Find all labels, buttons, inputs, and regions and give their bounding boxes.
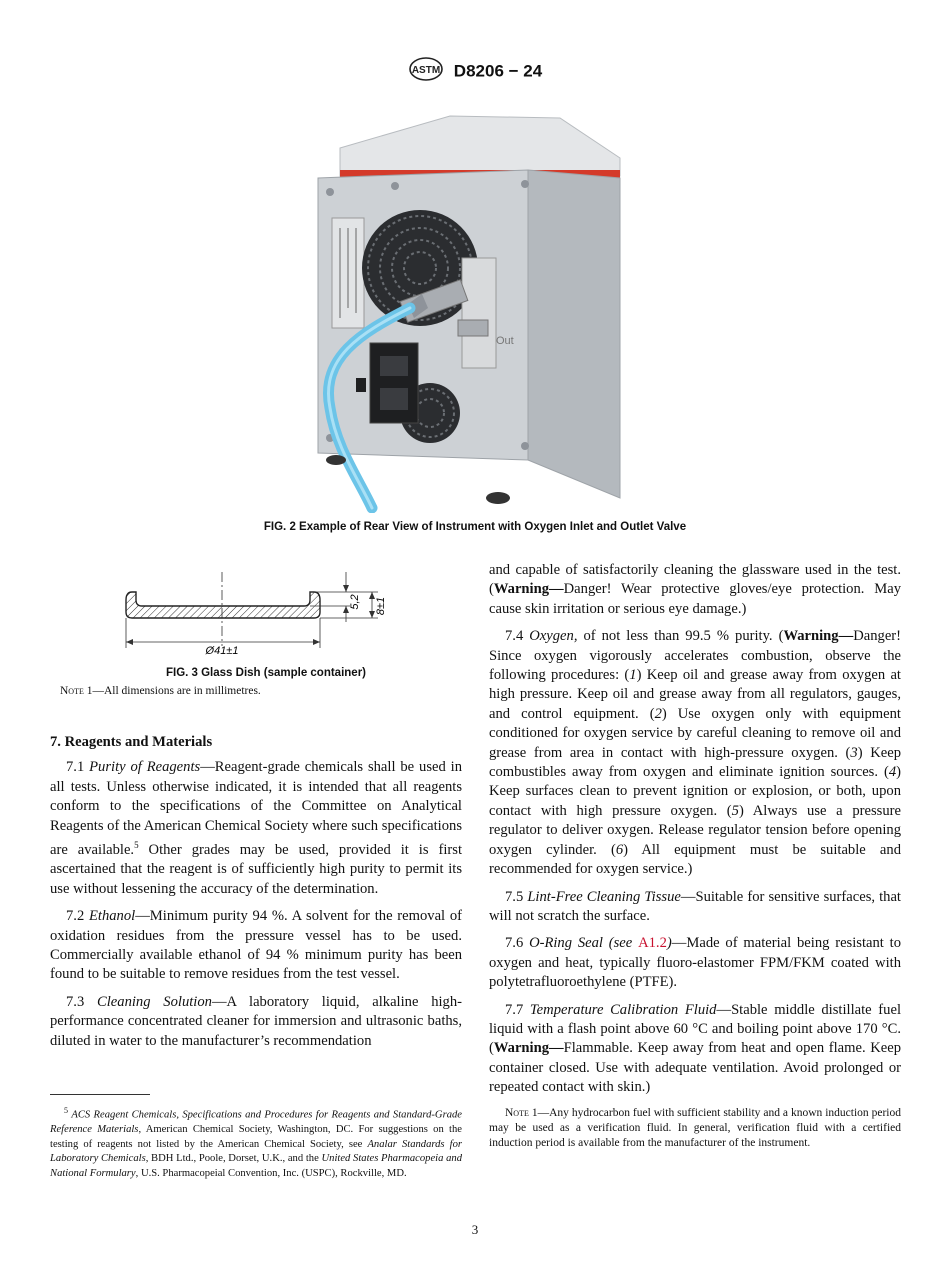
- svg-text:5,2: 5,2: [349, 594, 361, 610]
- svg-text:ASTM: ASTM: [411, 65, 440, 76]
- fig2-instrument-photo: [300, 108, 650, 513]
- left-column: [50, 733, 462, 1059]
- fig2-caption: FIG. 2 Example of Rear View of Instrument with Oxygen Inlet and Outlet Valve: [263, 521, 687, 533]
- para-7-5: 7.5 Lint-Free Cleaning Tissue—Suitable for sensitive surfaces, that will not scratch the surface.: [489, 888, 901, 924]
- astm-logo: [408, 56, 444, 87]
- note-1-verification: Note 1—Any hydrocarbon fuel with sufficient stability and a known induction period may be used as a verification fluid. In general, verification fluid with a certified induction period is available from the manufacturer of the instrument.: [489, 1106, 902, 1149]
- footnote-5: $^5$ ACS Reagent Chemicals, Specifications and Procedures for Reagents and Standard-Grade Reference Materials, American Chemical Society, Washington, DC. For suggestions on the testing of reagents not listed by the American Chemical Society, see Analar Standards for Laboratory Chemicals, BDH Ltd., Poole, Dorset, U.K., and the United States Pharmacopeia and National Formulary, U.S. Pharmacopeial Convention, Inc. (USPC), Rockville, MD.: [50, 1106, 463, 1179]
- para-7-4: 7.4 Oxygen, of not less than 99.5 % purity. (Warning—Danger! Since oxygen vigorously accelerates combustion, observe the following procedures: (1) Keep oil and grease away from oxygen at high pressure. Keep oil and grease away from all regulators, gauges, and control equipment. (2) Use oxygen only with equipment conditioned for oxygen service by careful cleaning to remove oil and grease from area in contact with high-pressure oxygen. (3) Keep combustibles away from oxygen and eliminate ignition sources. (4) Keep surfaces clean to prevent ignition or explosion, or both, upon contact with high pressure oxygen. (5) Always use a pressure regulator to deliver oxygen. Release regulator tension before opening oxygen cylinder. (6) All equipment must be suitable and recommended for oxygen service.): [489, 628, 902, 878]
- svg-text:Ø41±1: Ø41±1: [205, 645, 239, 657]
- footnote-rule: [50, 1094, 150, 1095]
- standard-code: D8206 − 24: [453, 61, 543, 81]
- para-7-3-continued: and capable of satisfactorily cleaning the glassware used in the test. (Warning—Danger! Wear protective gloves/eye protection. May cause skin irritation or serious eye damage.): [489, 562, 901, 617]
- para-7-2: 7.2 Ethanol—Minimum purity 94 %. A solvent for the removal of oxidation residues from the pressure vessel has to be used. Commercially available ethanol of 94 % minimum purity has been found to be suitable to remove residues from the test vessel.: [50, 908, 462, 983]
- fig3-note: Note 1—All dimensions are in millimetres.: [60, 685, 261, 697]
- fig3-caption: FIG. 3 Glass Dish (sample container): [165, 667, 367, 679]
- svg-text:Out: Out: [496, 335, 514, 347]
- para-7-6: 7.6 O-Ring Seal (see A1.2)—Made of material being resistant to oxygen and heat, typically fluoro-elastomer FPM/FKM coated with polytetrafluoroethylene (PTFE).: [489, 935, 902, 991]
- link-a1-2[interactable]: A1.2: [638, 935, 667, 952]
- para-7-3: 7.3 Cleaning Solution—A laboratory liquid, alkaline high-performance concentrated cleaner for immersion and ultrasonic baths, diluted in water to the manufacturer’s recommendation: [50, 993, 462, 1049]
- para-7-7: 7.7 Temperature Calibration Fluid—Stable middle distillate fuel liquid with a flash point above 60 °C and boiling point above 170 °C. (Warning—Flammable. Keep away from heat and open flame. Keep container closed. Use with adequate ventilation. Avoid prolonged or repeated contact with skin.): [489, 1001, 901, 1096]
- svg-text:8±1: 8±1: [375, 596, 387, 616]
- right-column: [489, 561, 901, 1151]
- page-number: 3: [471, 1222, 479, 1237]
- fig3-glass-dish-drawing: [110, 570, 410, 658]
- para-7-1: 7.1 Purity of Reagents—Reagent-grade chemicals shall be used in all tests. Unless otherwise indicated, it is intended that all reagents conform to the specifications of the Committee on Analytical Reagents of the American Chemical Society where such specifications are available.$^5$ Other grades may be used, provided it is first ascertained that the reagent is of sufficiently high purity to permit its use without lessening the accuracy of the determination.: [50, 759, 462, 897]
- page-header: [0, 56, 950, 87]
- section-heading: 7. Reagents and Materials: [50, 734, 213, 750]
